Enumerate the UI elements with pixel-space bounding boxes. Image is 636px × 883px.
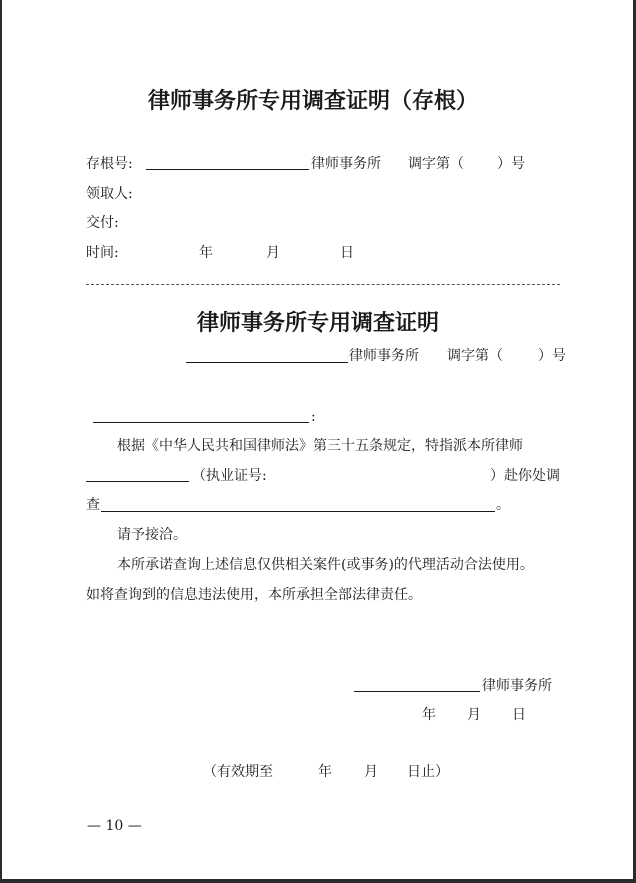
stub-recipient-label: 领取人:	[86, 186, 133, 202]
sign-month: 月	[467, 707, 481, 723]
addressee-colon: :	[311, 409, 316, 425]
cert-firm-label: 律师事务所	[349, 348, 419, 364]
stub-title: 律师事务所专用调查证明（存根）	[148, 89, 479, 114]
sign-day: 日	[512, 707, 526, 723]
request-text: 请予接洽。	[117, 527, 187, 543]
commitment-line-2: 如将查询到的信息违法使用，本所承担全部法律责任。	[86, 587, 422, 603]
validity-prefix: （有效期至	[203, 764, 273, 780]
investigate-prefix: 查	[86, 497, 100, 513]
stub-month: 月	[266, 245, 280, 261]
stub-year: 年	[199, 245, 213, 261]
investigate-period: 。	[496, 497, 510, 513]
law-clause-text: 根据《中华人民共和国律师法》第三十五条规定，特指派本所律师	[117, 438, 523, 454]
commitment-line-1: 本所承诺查询上述信息仅供相关案件(或事务)的代理活动合法使用。	[117, 557, 534, 573]
page-border-left	[0, 0, 2, 883]
validity-year: 年	[318, 764, 332, 780]
stub-delivered-label: 交付:	[86, 215, 119, 231]
lawyer-name-field[interactable]	[86, 481, 189, 482]
sign-firm-label: 律师事务所	[482, 678, 552, 694]
page-number: — 10 —	[87, 818, 142, 834]
stub-firm-label: 律师事务所	[311, 156, 381, 172]
cert-firm-name-field[interactable]	[186, 362, 348, 363]
stub-number-label: 存根号:	[86, 156, 133, 172]
cert-title: 律师事务所专用调查证明	[197, 311, 440, 336]
investigation-matter-field[interactable]	[101, 511, 495, 512]
license-label: （执业证号:	[192, 468, 267, 484]
page-border-bottom	[0, 879, 636, 883]
validity-month: 月	[364, 764, 378, 780]
stub-number-field[interactable]	[146, 169, 309, 170]
tear-line	[86, 284, 560, 285]
stub-ref-end: ）号	[497, 156, 525, 172]
stub-time-label: 时间:	[86, 245, 119, 261]
stub-day: 日	[340, 245, 354, 261]
cert-ref-label: 调字第（	[447, 348, 503, 364]
stub-ref-label: 调字第（	[408, 156, 464, 172]
cert-ref-end: ）号	[538, 348, 566, 364]
addressee-field[interactable]	[93, 422, 309, 423]
sign-year: 年	[422, 707, 436, 723]
validity-day-end: 日止）	[407, 764, 449, 780]
sign-firm-field[interactable]	[354, 691, 480, 692]
to-you-label: ）赴你处调	[490, 468, 560, 484]
